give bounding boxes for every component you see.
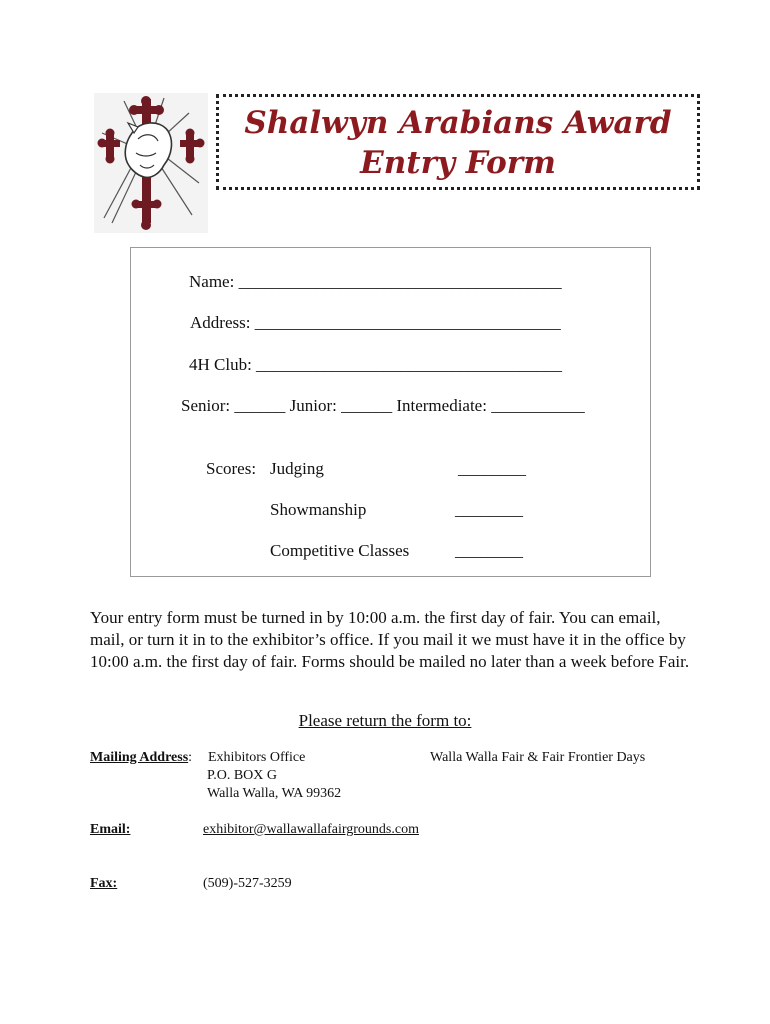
fax-label: Fax: [90, 876, 118, 891]
instructions-paragraph: Your entry form must be turned in by 10:00 a.m. the first day of fair. You can email, mail, or turn it in to the exhibitor’s office. If you mail it we must have it in the office by 10:00 a.m. the first day of fair. Forms should be mailed no later than a week before Fair. [90, 608, 690, 671]
organization-name: Walla Walla Fair & Fair Frontier Days [430, 750, 646, 765]
mailing-address-label-group [90, 750, 192, 766]
return-form-label: Please return the form to: [298, 711, 472, 730]
club-field[interactable]: 4H Club: ____________________________________ [189, 355, 563, 374]
score-label-judging: Judging [270, 459, 324, 478]
name-field[interactable]: Name: ______________________________________ [189, 272, 562, 291]
horse-cross-logo-icon [94, 93, 208, 233]
score-blank-competitive-classes[interactable]: ________ [455, 541, 523, 560]
score-blank-showmanship[interactable]: ________ [455, 500, 523, 519]
email-label: Email: [90, 822, 131, 837]
division-field[interactable]: Senior: ______ Junior: ______ Intermediate: ___________ [181, 396, 585, 415]
mailing-line-2: P.O. BOX G [207, 768, 278, 783]
form-title-line-2: Entry Form [360, 145, 556, 181]
fax-number: (509)-527-3259 [203, 876, 292, 891]
score-label-competitive-classes: Competitive Classes [270, 541, 410, 560]
mailing-address-colon: : [188, 750, 193, 765]
email-link[interactable]: exhibitor@wallawallafairgrounds.com [203, 822, 419, 837]
entry-fields-box [130, 247, 651, 577]
score-label-showmanship: Showmanship [270, 500, 367, 519]
title-box [216, 94, 700, 190]
scores-label: Scores: [206, 459, 257, 478]
mailing-address-label: Mailing Address [90, 750, 189, 765]
mailing-line-1: Exhibitors Office [208, 750, 306, 765]
mailing-line-3: Walla Walla, WA 99362 [207, 786, 342, 801]
score-blank-judging[interactable]: ________ [458, 459, 526, 478]
address-field[interactable]: Address: ____________________________________ [190, 313, 561, 332]
form-title-line-1: Shalwyn Arabians Award [244, 105, 672, 141]
